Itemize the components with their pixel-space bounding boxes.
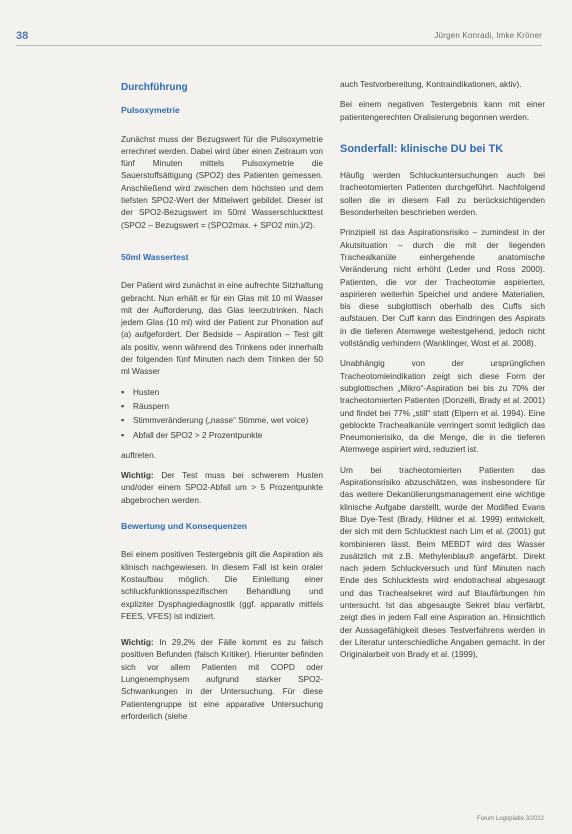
right-column [340, 78, 545, 668]
list-item: ▪ Husten [121, 386, 323, 398]
note-wichtig-1 [121, 469, 323, 506]
paragraph-negativ: Bei einem negativen Testergebnis kann mit einer patientengerechten Oralisierung begonnen werden. [340, 99, 545, 122]
heading-durchfuehrung: Durchführung [121, 82, 188, 93]
page-number: 38 [16, 30, 29, 42]
footer: Forum Logopädie 3/2012 [476, 816, 544, 822]
paragraph-continuation: auch Testvorbereitung, Kontraindikationen, aktiv). [340, 79, 522, 89]
paragraph-unabhaengig: Unabhängig von der ursprünglichen Tracheotomieindikation zeigt sich diese Form der subglottischen „Mikro“-Aspiration bei bis zu 70% der tracheotomierten Patienten (Donzelli, Brady et al. 2001) und findet bei 77% „still“ statt (Elpern et al. 1994). Eine geblockte Trachealkanüle verringert somit lediglich das Pneumonierisiko, da die Menge, die in die tieferen Atemwege aspiriert wird, reduziert ist. [340, 358, 545, 455]
heading-50ml-wassertest: 50ml Wassertest [121, 251, 189, 262]
symptom-list [121, 386, 323, 441]
paragraph-mebdt: Um bei tracheotomierten Patienten das Aspirationsrisiko abzuschätzen, was insbesondere für das weitere Dekanülierungsmanagement eine wichtige klinische Aufgabe darstellt, wurde der Modified Evans Blue Dye-Test (Brady, Hildner et al. 1999) entwickelt, der sich mit dem Schlucktest nach Lim et al. (2001) gut kombinieren lässt. Beim MEBDT wird das Wasser zusätzlich mit z.B. Methylenblau® angefärbt. Direkt nach jedem Schluckversuch und fünf Minuten nach Ende des Schlucktests wird endotracheal abgesaugt und das Trachealsekret wird auf Blaufärbungen hin untersucht. Ist das abgesaugte Sekret blau verfärbt, zeigt dies in jedem Fall eine Aspiration an. Hinsichtlich der Aussagefähigkeit dieses Testverfahrens werden in der Literatur unterschiedliche Angaben gemacht. In der Originalarbeit von Brady et al. (1999), [340, 464, 545, 660]
paragraph-auftreten: auftreten. [121, 449, 157, 460]
heading-bewertung: Bewertung und Konsequenzen [121, 521, 248, 532]
paragraph-pulsoxymetrie: Zunächst muss der Bezugswert für die Pulsoxymetrie errechnet werden. Dabei wird über einen Zeitraum von fünf Minuten mittels Pulsoxymetrie die Sauerstoffsättigung (SPO2) des Patienten gemessen. Anschließend wird zwischen dem höchsten und dem tiefsten SPO2-Wert der Mittelwert gebildet. Dieser ist der SPO2-Bezugswert im 50ml Wasserschluckttest (SPO2 – Bezugswert = (SPO2max. + SPO2 min.)/2). [121, 133, 323, 230]
wichtig-label: Wichtig: [121, 470, 154, 481]
wichtig-text: Der Test muss bei schwerem Husten und/oder einem SPO2-Abfall um > 5 Prozentpunkte abgebrochen werden. [121, 470, 323, 505]
left-column [121, 76, 323, 730]
wichtig-text: In 29,2% der Fälle kommt es zu falsch positiven Befunden (falsch Kritiker). Hierunter befinden sich vor allem Patienten mit COPD oder Lungenemphysem aufgrund starker SPO2-Schwankungen in der Untersuchung. Für diese Patientengruppe ist eine apparative Untersuchung erforderlich (siehe [121, 637, 323, 721]
paragraph-prinzipiell: Prinzipiell ist das Aspirationsrisiko – zumindest in der Akutsituation – durch die mit der liegenden Trachealkanüle einhergehende anatomische Veränderung nicht erhöht (Leder und Ross 2000). Patienten, die vor der Tracheotomie aspirierten, aspirieren weiterhin Speichel und andere Materialien, bis diese subglottisch oberhalb des Cuffs sich aufstauen. Der Cuff kann das Eindringen des Aspirats in die tieferen Atemwege weitestgehend, jedoch nicht vollständig verhindern (Wanklinger, Wost et al. 2008). [340, 227, 545, 349]
note-wichtig-2 [121, 636, 323, 722]
list-item: ▪ Stimmveränderung („nasse“ Stimme, wet voice) [121, 414, 323, 426]
heading-sonderfall: Sonderfall: klinische DU bei TK [340, 142, 504, 155]
heading-pulsoxymetrie: Pulsoxymetrie [121, 105, 180, 116]
paragraph-haeufig: Häufig werden Schluckuntersuchungen auch bei tracheotomierten Patienten durchgeführt. Nachfolgend sollen die in diesem Fall zu berücksichtigenden Besonderheiten beschrieben werden. [340, 170, 545, 218]
list-item: ▪ Abfall der SPO2 > 2 Prozentpunkte [121, 429, 323, 441]
paragraph-bewertung: Bei einem positiven Testergebnis gilt die Aspiration als klinisch nachgewiesen. In diesem Fall ist kein oraler Kostaufbau möglich. Die Einleitung einer schluckfunktionsspezifischen Behandlung und expliziter Dysphagiediagnostik (ggf. apparativ mittels FEES, VFES) ist indiziert. [121, 549, 323, 621]
wichtig-label: Wichtig: [121, 637, 154, 648]
list-item: ▪ Räuspern [121, 400, 323, 412]
running-head: Jürgen Konradi, Imke Kröner [434, 31, 542, 40]
paragraph-50ml: Der Patient wird zunächst in eine aufrechte Sitzhaltung gebracht. Nun erhält er für ein Glas mit 10 ml Wasser mit der Aufforderung, das Glas leerzutrinken. Nach jedem Glas (10 ml) wird der Patient zur Phonation auf (a) aufgefordert. Der Bedside – Aspiration – Test gilt als positiv, wenn während des Trinkens oder innerhalb der folgenden fünf Minuten nach dem Trinken der 50 ml Wasser [121, 280, 323, 377]
header-rule [16, 45, 542, 46]
